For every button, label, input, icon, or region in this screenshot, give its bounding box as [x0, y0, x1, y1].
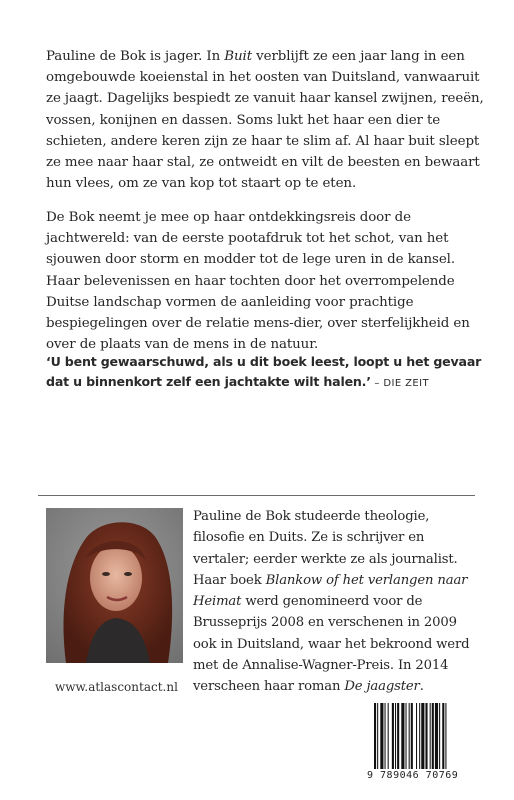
publisher-website: www.atlascontact.nl [55, 680, 178, 694]
bio-run: . [419, 679, 424, 695]
blurb-paragraph-1 [46, 46, 486, 194]
author-bio [193, 506, 479, 698]
author-portrait-image [46, 508, 183, 663]
bio-run: Blankow of het verlangen naar Heimat [193, 572, 468, 610]
blurb-paragraph-2: De Bok neemt je mee op haar ontdekkingsreis door de jachtwereld: van de eerste pootafdruk tot het schot, van het sjouwen door storm en modder tot de lege uren in de kansel. Haar belevenissen en haar tochten door het overrompelende Duitse landschap vormen de aanleiding voor prachtige bespiegelingen over de relatie mens-dier, over sterfelijkheid en over de plaats van de mens in de natuur. [46, 210, 470, 353]
author-photo [46, 508, 183, 663]
bio-run: De jaagster [344, 679, 420, 695]
blurb-p1-run: Pauline de Bok is jager. In [46, 49, 225, 64]
quote-source: – DIE ZEIT [370, 378, 429, 389]
press-quote [46, 352, 486, 394]
bio-run: werd genomineerd voor de Brusseprijs 2008 en verschenen in 2009 ook in Duitsland, waar het bekroond werd met de Annalise-Wagner-Preis. In 2014 verscheen haar roman [193, 594, 470, 695]
bio-run: Pauline de Bok studeerde theologie, filosofie en Duits. Ze is schrijver en vertaler; eerder werkte ze als journalist. Haar boek [193, 509, 458, 588]
quote-text: ‘U bent gewaarschuwd, als u dit boek leest, loopt u het gevaar dat u binnenkort zelf een jachtakte wilt halen.’ [46, 354, 482, 389]
divider-line [38, 495, 475, 496]
blurb-p1-run: verblijft ze een jaar lang in een omgebouwde koeienstal in het oosten van Duitsland, vanwaaruit ze jaagt. Dagelijks bespiedt ze vanuit haar kansel zwijnen, reeën, vossen, konijnen en dassen. Soms lukt het haar een dier te schieten, andere keren zijn ze haar te slim af. Al haar buit sleept ze mee naar haar stal, ze ontweidt en vilt de beesten en bewaart hun vlees, om ze van kop tot staart op te eten. [46, 49, 484, 192]
blurb-p1-run: Buit [224, 49, 253, 64]
isbn-number: 9 789046 70769 [367, 770, 477, 781]
